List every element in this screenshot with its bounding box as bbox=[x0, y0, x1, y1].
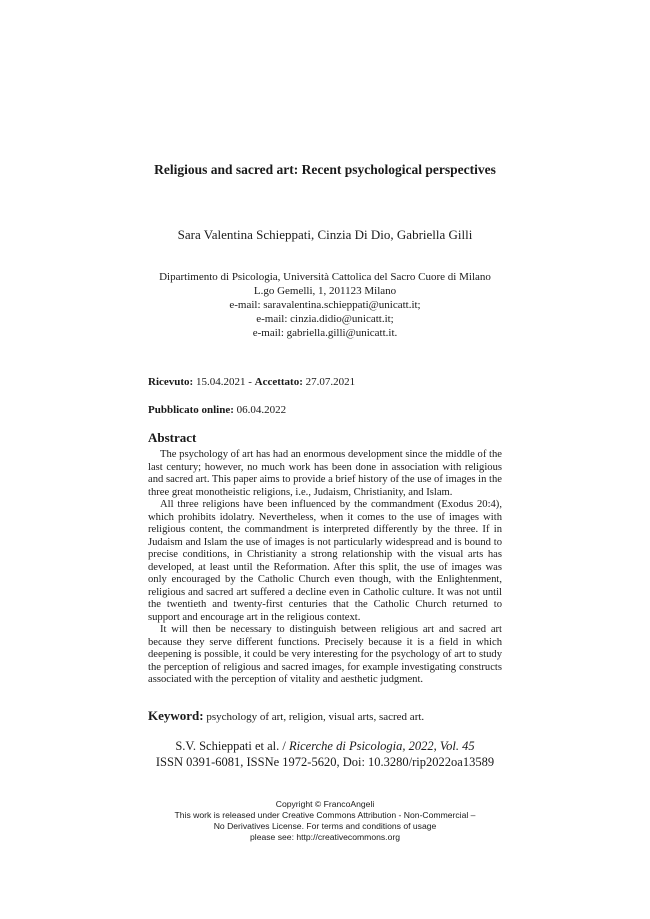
abstract-paragraph: It will then be necessary to distinguish between religious art and sacred art because they serve different functions. Precisely because it is a field in which deepening is possible, it could be very interesting for the psychology of art to study the perception of religious and sacred images, for example investigating constructs associated with the perception of vitality and aesthetic judgment. bbox=[148, 624, 502, 685]
published-date-line bbox=[148, 404, 286, 416]
license-link[interactable]: please see: http://creativecommons.org bbox=[250, 832, 400, 842]
citation-line bbox=[0, 738, 650, 754]
copyright-block bbox=[0, 799, 650, 843]
license-line: No Derivatives License. For terms and conditions of usage bbox=[213, 821, 437, 831]
paper-title: Religious and sacred art: Recent psychological perspectives bbox=[154, 162, 496, 177]
keywords-label: Keyword: bbox=[148, 708, 204, 723]
affiliation-address: L.go Gemelli, 1, 201123 Milano bbox=[253, 285, 397, 297]
copyright-line: Copyright © FrancoAngeli bbox=[275, 799, 375, 809]
keywords-text: psychology of art, religion, visual arts, sacred art. bbox=[206, 711, 425, 723]
affiliation-email-3[interactable]: e-mail: gabriella.gilli@unicatt.it. bbox=[252, 327, 398, 339]
affiliation-department: Dipartimento di Psicologia, Università Cattolica del Sacro Cuore di Milano bbox=[159, 271, 491, 283]
citation-block bbox=[0, 738, 650, 770]
date-separator: - bbox=[248, 376, 252, 388]
affiliation-block bbox=[0, 270, 650, 340]
abstract-paragraph: The psychology of art has had an enormous development since the middle of the last century; however, no much work has been done in association with religious and sacred art. This paper aims to provide a brief history of the use of images in the three great monotheistic religions, i.e., Judaism, Christianity, and Islam. bbox=[148, 449, 503, 498]
accepted-label: Accettato: bbox=[254, 376, 303, 388]
submission-dates bbox=[148, 376, 355, 388]
abstract-paragraph: All three religions have been influenced by the commandment (Exodus 20:4), which prohibits idolatry. Nevertheless, when it comes to the use of images with religious content, the commandment is interpreted differently by the three. If in Judaism and Islam the use of images is not particularly widespread and is bound to precise conditions, in Christianity a strong relationship with the visual arts has developed, at least until the Reformation. After this split, the use of images was only encouraged by the Catholic Church even though, with the Enlightenment, religious and sacred art suffered a decline even in Catholic culture. It was not until the twentieth and twenty-first centuries that the Catholic Church returned to support and encourage art in the religious context. bbox=[148, 499, 502, 623]
accepted-date: 27.07.2021 bbox=[305, 376, 356, 388]
affiliation-email-2[interactable]: e-mail: cinzia.didio@unicatt.it; bbox=[256, 313, 394, 325]
abstract-heading: Abstract bbox=[148, 430, 197, 445]
license-line: This work is released under Creative Commons Attribution - Non-Commercial – bbox=[174, 810, 476, 820]
published-label: Pubblicato online: bbox=[148, 404, 234, 416]
published-date: 06.04.2022 bbox=[236, 404, 287, 416]
citation-identifiers: ISSN 0391-6081, ISSNe 1972-5620, Doi: 10.3280/rip2022oa13589 bbox=[155, 755, 495, 769]
author-list: Sara Valentina Schieppati, Cinzia Di Dio, Gabriella Gilli bbox=[177, 227, 473, 242]
citation-journal: Ricerche di Psicologia, 2022, Vol. 45 bbox=[289, 739, 475, 753]
received-label: Ricevuto: bbox=[148, 376, 194, 388]
abstract-body bbox=[148, 449, 502, 687]
affiliation-email-1[interactable]: e-mail: saravalentina.schieppati@unicatt.it; bbox=[229, 299, 421, 311]
citation-authors: S.V. Schieppati et al. / bbox=[175, 739, 286, 753]
received-date: 15.04.2021 bbox=[195, 376, 246, 388]
keywords-line bbox=[148, 708, 424, 724]
